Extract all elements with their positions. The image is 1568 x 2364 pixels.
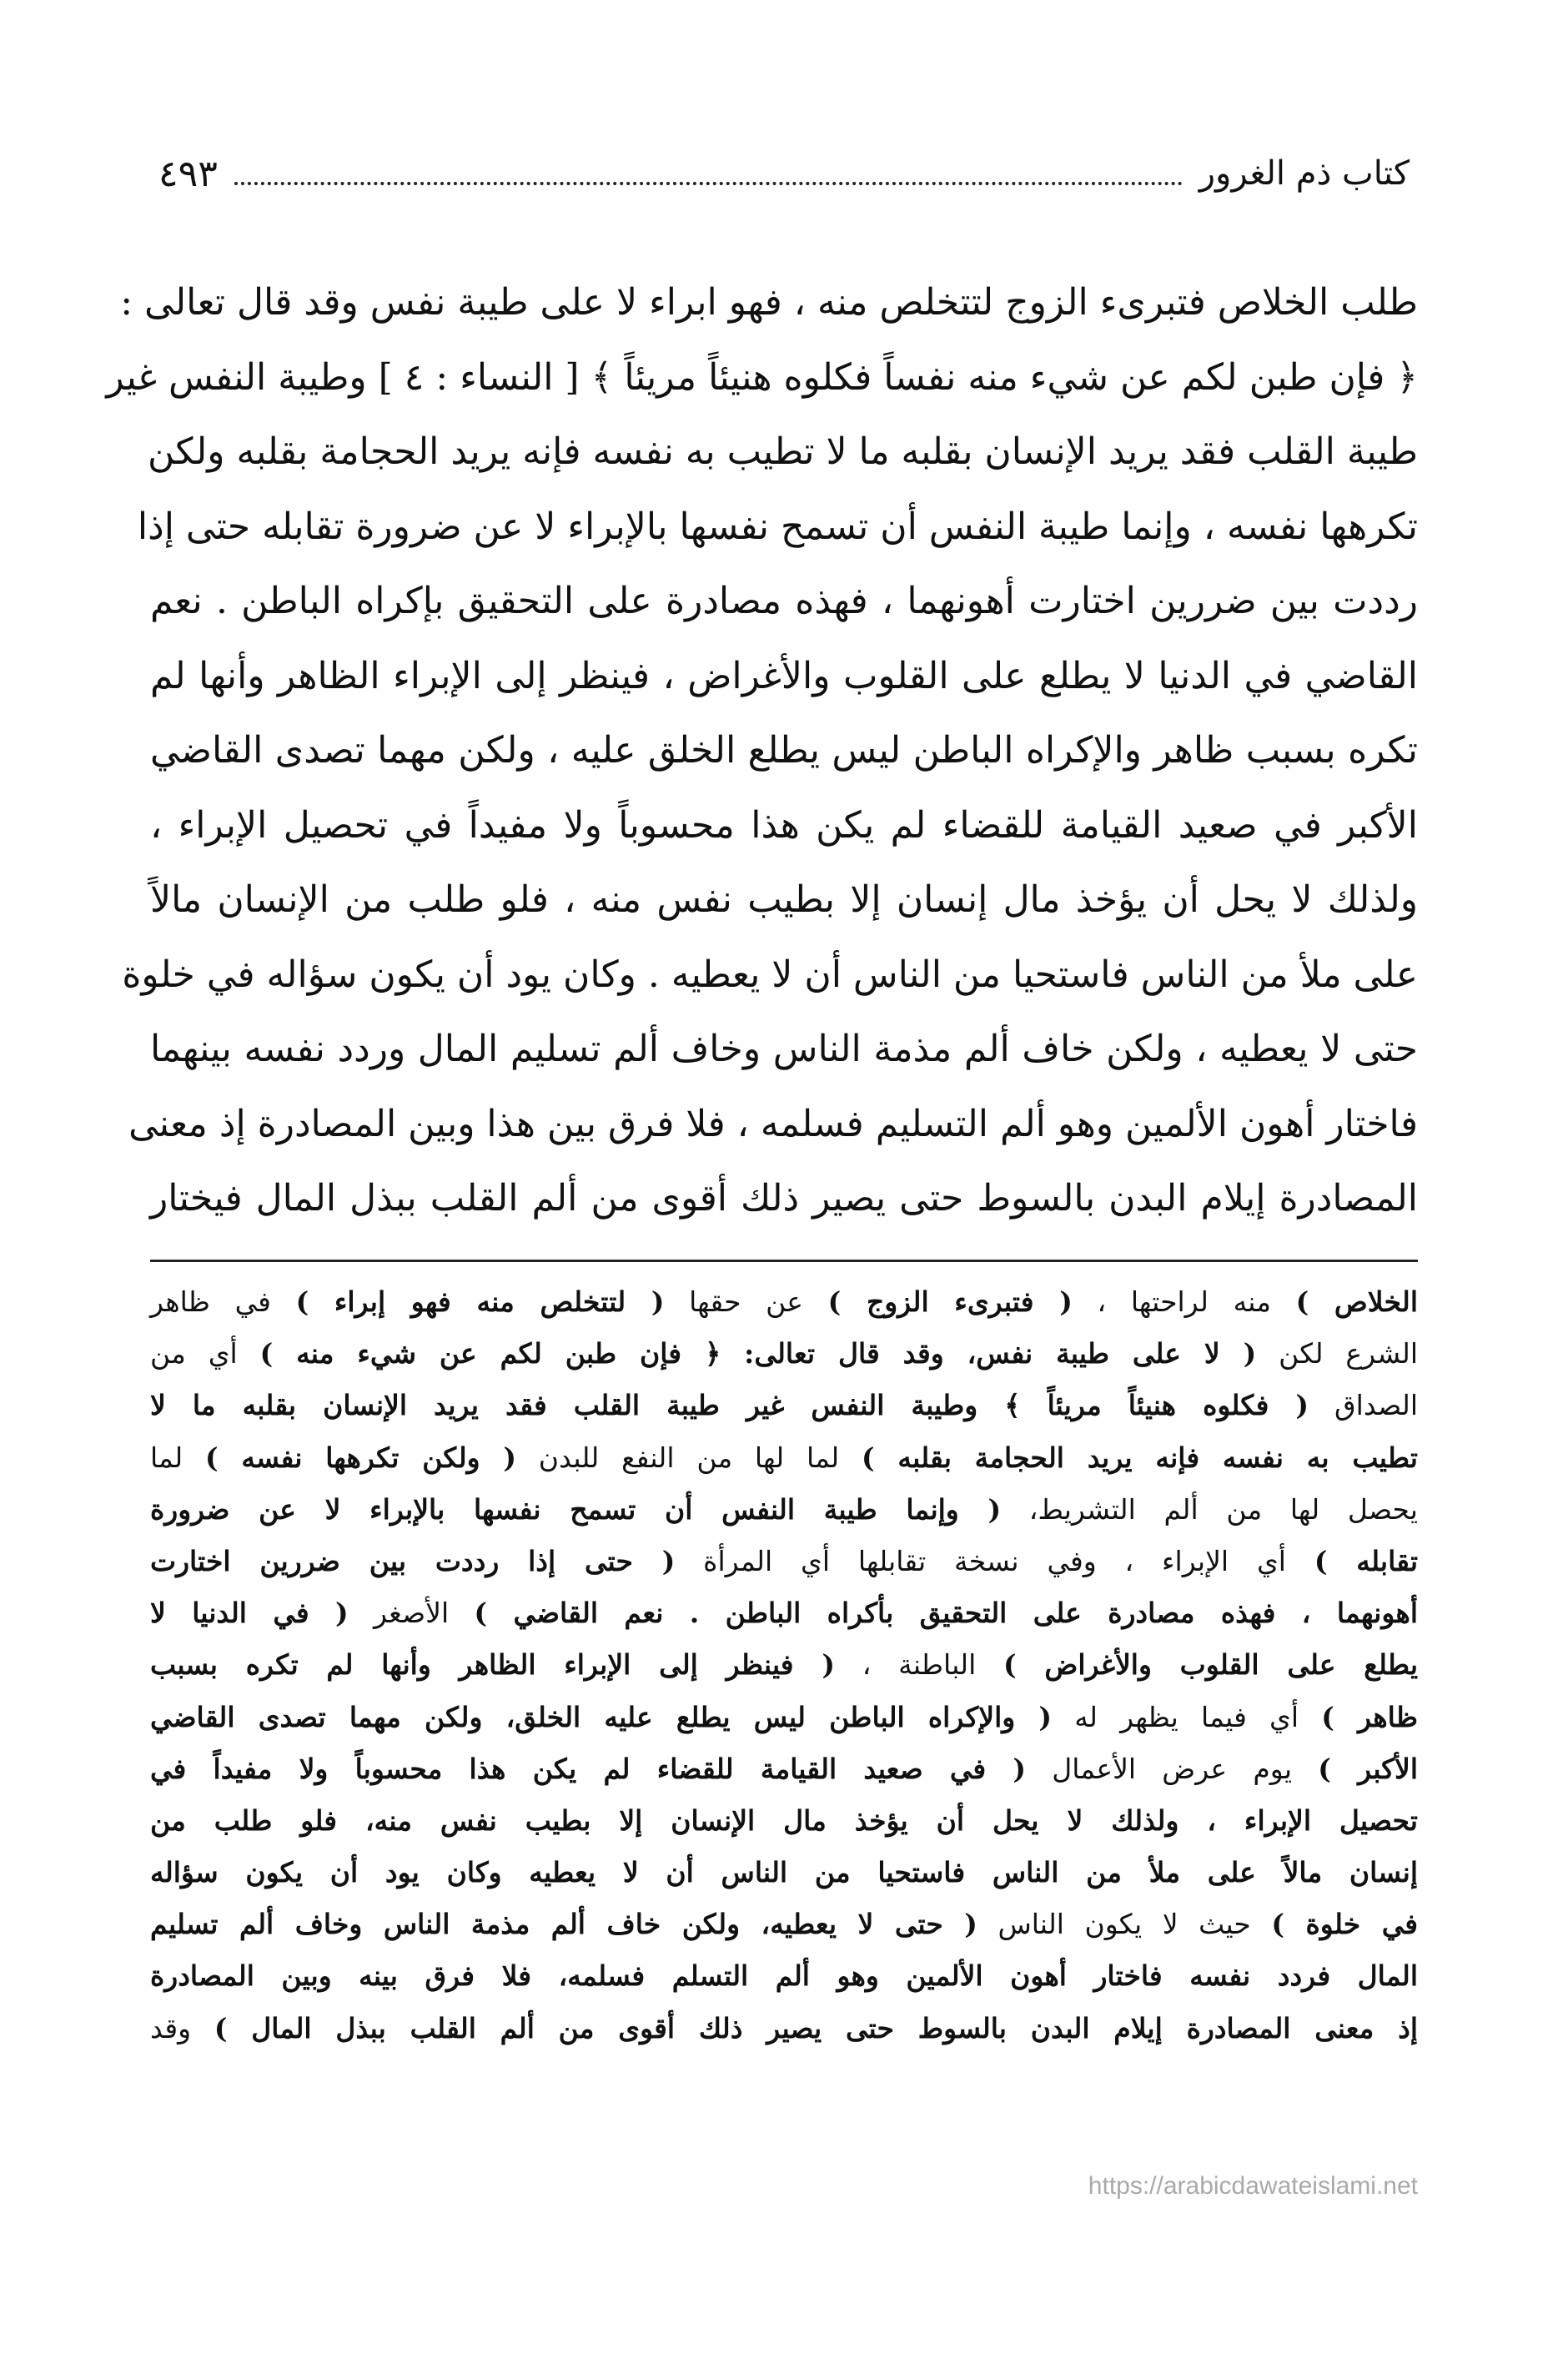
explanation-text: الصداق bbox=[1309, 1389, 1418, 1422]
main-text-line: القاضي في الدنيا لا يطلع على القلوب والأغراض ، فينظر إلى الإبراء الظاهر وأنها لم bbox=[150, 654, 1418, 697]
main-text-line: طلب الخلاص فتبرىء الزوج لتتخلص منه ، فهو ابراء لا على طيبة نفس وقد قال تعالى : bbox=[120, 281, 1418, 324]
quoted-source-text: تطيب به نفسه فإنه يريد الحجامة بقلبه ) bbox=[862, 1441, 1418, 1474]
commentary-line bbox=[150, 1380, 1418, 1431]
quoted-source-text: ( في الدنيا لا bbox=[150, 1597, 349, 1630]
explanation-text: الشرع لكن bbox=[1256, 1337, 1418, 1371]
quoted-source-text: ( فكلوه هنيئاً مريئاً ﴾ وطيبة النفس غير طيبة القلب فقد يريد الإنسان بقلبه ما لا bbox=[150, 1389, 1309, 1422]
commentary-line bbox=[150, 1847, 1418, 1899]
explanation-text: لما bbox=[150, 1441, 205, 1474]
explanation-text: وقد bbox=[150, 2011, 214, 2045]
main-text-line: حتى لا يعطيه ، ولكن خاف ألم مذمة الناس وخاف ألم تسليم المال وردد نفسه بينهما bbox=[150, 1028, 1418, 1070]
commentary-line bbox=[150, 1899, 1418, 1950]
explanation-text: أي الإبراء ، وفي نسخة تقابلها أي المرأة bbox=[675, 1544, 1314, 1577]
quoted-source-text: الأكبر ) bbox=[1318, 1752, 1418, 1785]
main-text-line: ﴿ فإن طبن لكم عن شيء منه نفساً فكلوه هنيئاً مريئاً ﴾ [ النساء : ٤ ] وطيبة النفس غير bbox=[106, 355, 1418, 399]
main-text-line: فاختار أهون الألمين وهو ألم التسليم فسلمه ، فلا فرق بين هذا وبين المصادرة إذ معنى bbox=[128, 1102, 1418, 1145]
running-header bbox=[158, 148, 1410, 199]
commentary-line bbox=[150, 2003, 1418, 2055]
commentary-line bbox=[150, 1276, 1418, 1328]
commentary-body bbox=[150, 1276, 1418, 2055]
commentary-line bbox=[150, 1639, 1418, 1691]
commentary-line bbox=[150, 1950, 1418, 2002]
quoted-source-text: ( ولكن تكرهها نفسه ) bbox=[204, 1441, 517, 1474]
quoted-source-text: الخلاص ) bbox=[1295, 1285, 1419, 1318]
explanation-text: حيث لا يكون الناس bbox=[977, 1908, 1272, 1941]
quoted-source-text: ( وإنما طيبة النفس أن تسمح نفسها بالإبراء لا عن ضرورة bbox=[150, 1492, 1002, 1526]
quoted-source-text: ( فينظر إلى الإبراء الظاهر وأنها لم تكره بسبب bbox=[150, 1648, 835, 1682]
explanation-text: أي فيما يظهر له bbox=[1052, 1700, 1322, 1733]
page-number: ٤٩٣ bbox=[158, 152, 218, 195]
footnote-separator-rule bbox=[150, 1260, 1418, 1262]
quoted-source-text: ( لتتخلص منه فهو إبراء ) bbox=[295, 1285, 665, 1318]
quoted-source-text: إذ معنى المصادرة إيلام البدن بالسوط حتى يصير ذلك أقوى من ألم القلب ببذل المال ) bbox=[214, 2011, 1418, 2045]
commentary-line bbox=[150, 1484, 1418, 1536]
quoted-source-text: يطلع على القلوب والأغراض ) bbox=[1003, 1648, 1418, 1682]
quoted-source-text: أهونهما ، فهذه مصادرة على التحقيق بأكراه الباطن . نعم القاضي ) bbox=[474, 1597, 1418, 1630]
explanation-text: عن حقها bbox=[664, 1285, 828, 1318]
quoted-source-text: المال فردد نفسه فاختار أهون الألمين وهو ألم التسلم فسلمه، فلا فرق بينه وبين المصادرة bbox=[150, 1959, 1418, 1993]
quoted-source-text: ( في صعيد القيامة للقضاء لم يكن هذا محسوباً ولا مفيداً في bbox=[150, 1752, 1027, 1785]
quoted-source-text: تقابله ) bbox=[1314, 1544, 1419, 1577]
explanation-text: الأصغر bbox=[348, 1597, 475, 1630]
main-text-line: المصادرة إيلام البدن بالسوط حتى يصير ذلك أقوى من ألم القلب ببذل المال فيختار bbox=[150, 1177, 1418, 1220]
quoted-source-text: ظاهر ) bbox=[1321, 1700, 1419, 1733]
main-text-line: تكره بسبب ظاهر والإكراه الباطن ليس يطلع الخلق عليه ، ولكن مهما تصدى القاضي bbox=[150, 729, 1418, 772]
explanation-text: لما لها من النفع للبدن bbox=[516, 1441, 862, 1474]
commentary-line bbox=[150, 1743, 1418, 1795]
website-watermark: https://arabicdawateislami.net bbox=[1088, 2172, 1418, 2200]
commentary-line bbox=[150, 1536, 1418, 1587]
explanation-text: في ظاهر bbox=[150, 1285, 296, 1318]
main-text-body bbox=[106, 265, 1418, 1236]
quoted-source-text: تحصيل الإبراء ، ولذلك لا يحل أن يؤخذ مال الإنسان إلا بطيب نفس منه، فلو طلب من bbox=[150, 1803, 1418, 1837]
explanation-text: منه لراحتها ، bbox=[1072, 1285, 1296, 1318]
quoted-source-text: ( فتبرىء الزوج ) bbox=[827, 1285, 1073, 1318]
explanation-text: أي من bbox=[150, 1337, 260, 1371]
book-section-title: كتاب ذم الغرور bbox=[1199, 154, 1410, 193]
commentary-line bbox=[150, 1328, 1418, 1380]
explanation-text: الباطنة ، bbox=[834, 1648, 1004, 1682]
main-text-line: تكرهها نفسه ، وإنما طيبة النفس أن تسمح نفسها بالإبراء لا عن ضرورة تقابله حتى إذا bbox=[137, 505, 1418, 548]
commentary-line bbox=[150, 1432, 1418, 1484]
commentary-line bbox=[150, 1795, 1418, 1847]
quoted-source-text: في خلوة ) bbox=[1271, 1908, 1418, 1941]
main-text-line: رددت بين ضررين اختارت أهونهما ، فهذه مصادرة على التحقيق بإكراه الباطن . نعم bbox=[150, 580, 1418, 622]
main-text-line: طيبة القلب فقد يريد الإنسان بقلبه ما لا تطيب به نفسه فإنه يريد الحجامة بقلبه ولكن bbox=[148, 430, 1418, 473]
main-text-line: على ملأ من الناس فاستحيا من الناس أن لا يعطيه . وكان يود أن يكون سؤاله في خلوة bbox=[122, 953, 1418, 996]
commentary-line bbox=[150, 1587, 1418, 1639]
explanation-text: يوم عرض الأعمال bbox=[1026, 1752, 1319, 1785]
quoted-source-text: ( حتى إذا رددت بين ضررين اختارت bbox=[150, 1544, 676, 1577]
quoted-source-text: ( لا على طيبة نفس، وقد قال تعالى: ﴿ فإن طبن لكم عن شيء منه ) bbox=[259, 1337, 1257, 1371]
quoted-source-text: ( حتى لا يعطيه، ولكن خاف ألم مذمة الناس وخاف ألم تسليم bbox=[150, 1908, 977, 1941]
quoted-source-text: إنسان مالاً على ملأ من الناس فاستحيا من الناس أن لا يعطيه وكان يود أن يكون سؤاله bbox=[150, 1856, 1418, 1889]
commentary-line bbox=[150, 1692, 1418, 1743]
quoted-source-text: ( والإكراه الباطن ليس يطلع عليه الخلق، ولكن مهما تصدى القاضي bbox=[150, 1700, 1052, 1733]
main-text-line: ولذلك لا يحل أن يؤخذ مال إنسان إلا بطيب نفس منه ، فلو طلب من الإنسان مالاً bbox=[150, 878, 1418, 921]
main-text-line: الأكبر في صعيد القيامة للقضاء لم يكن هذا محسوباً ولا مفيداً في تحصيل الإبراء ، bbox=[150, 803, 1418, 847]
explanation-text: يحصل لها من ألم التشريط، bbox=[1001, 1492, 1418, 1526]
dotted-leader bbox=[234, 182, 1183, 185]
